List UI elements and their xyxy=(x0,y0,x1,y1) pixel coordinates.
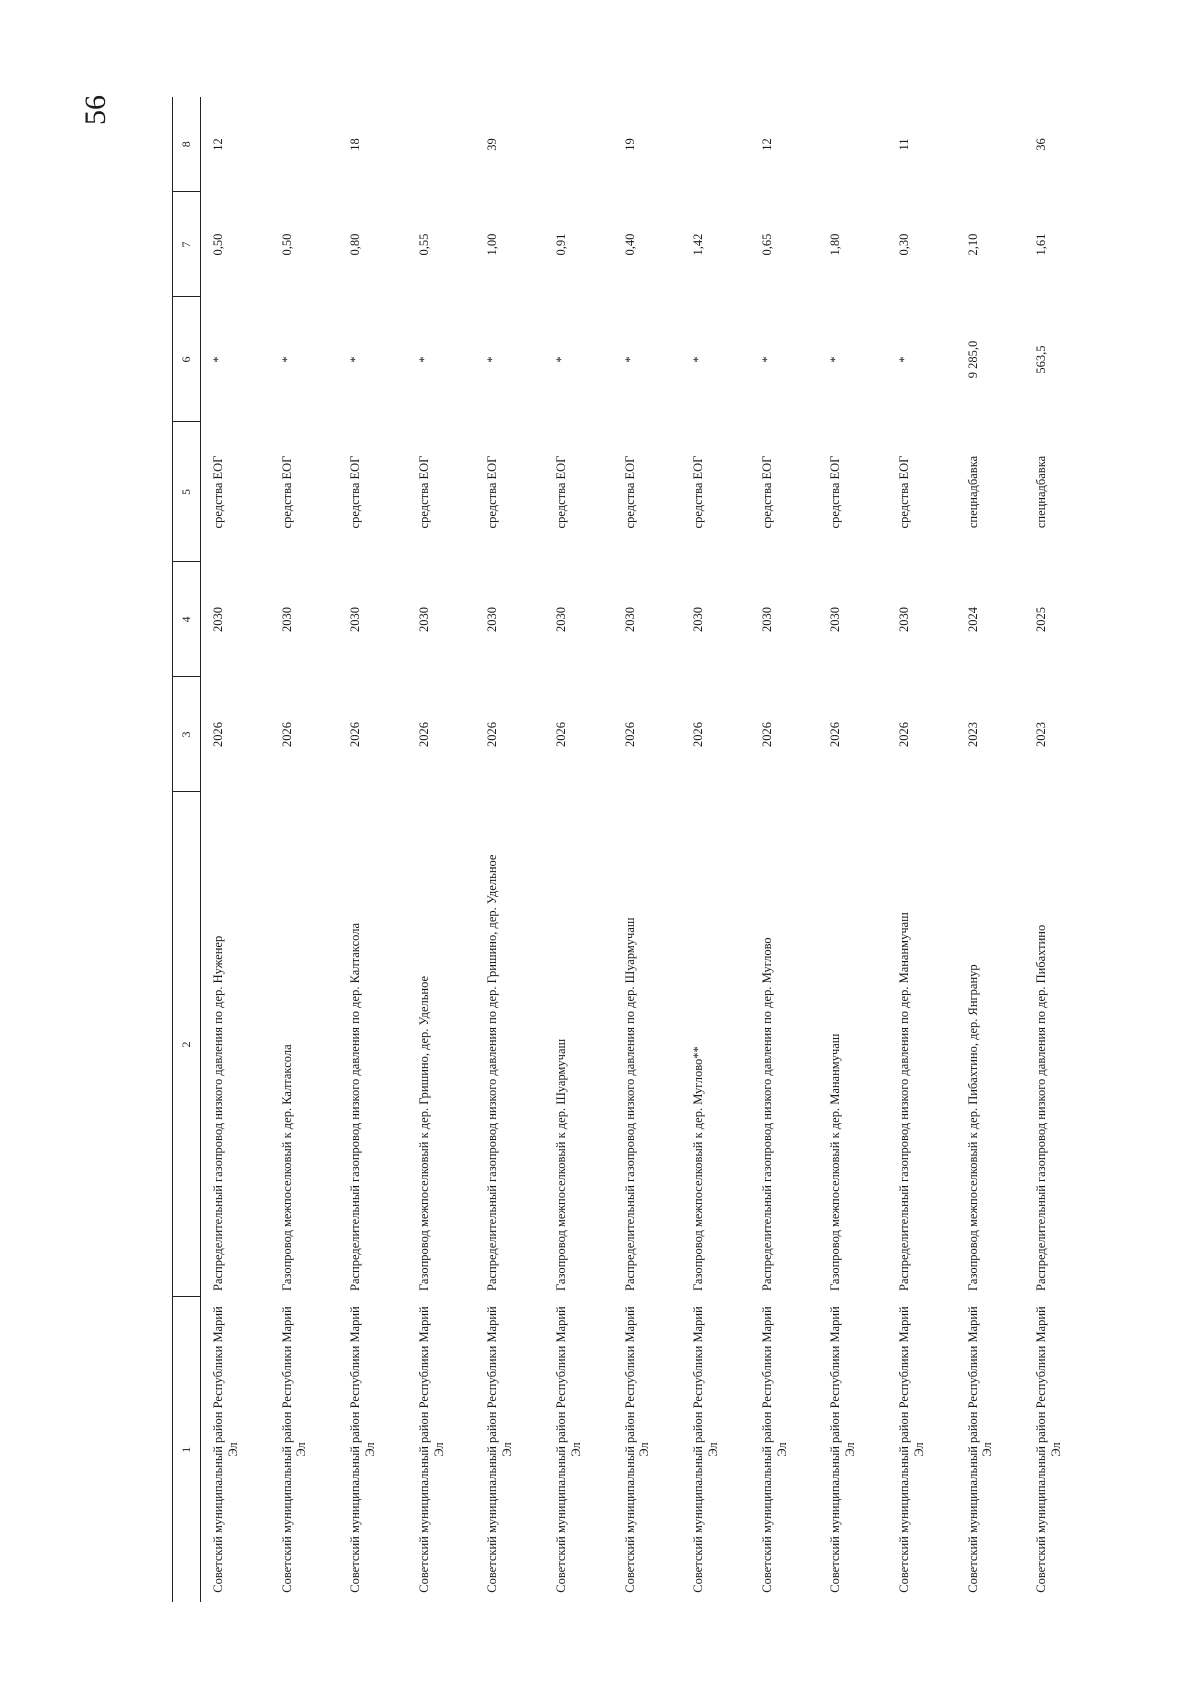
amount-cell: * xyxy=(279,356,294,363)
municipality-cell: Советский муниципальный район Республики Марий Эл xyxy=(965,1306,995,1593)
end-year-cell: 2030 xyxy=(211,607,225,632)
amount-cell: * xyxy=(691,356,706,363)
municipality-cell: Советский муниципальный район Республики Марий Эл xyxy=(691,1306,720,1593)
object-name-cell: Газопровод межпоселковый к дер. Шуармучаш xyxy=(553,1038,568,1291)
end-year-cell: 2030 xyxy=(828,607,843,632)
households-cell: 18 xyxy=(348,138,363,151)
length-cell: 0,80 xyxy=(348,233,363,256)
column-header: 6 xyxy=(173,297,201,422)
households-cell xyxy=(544,97,613,192)
column-header: 5 xyxy=(173,422,201,562)
table-body xyxy=(201,97,1093,1602)
table-sheet xyxy=(172,97,1063,1602)
end-year-cell: 2030 xyxy=(279,607,294,632)
table-row xyxy=(1024,97,1093,1602)
table-row xyxy=(750,97,819,1602)
amount-cell: * xyxy=(553,356,568,363)
municipality-cell: Советский муниципальный район Республики Марий Эл xyxy=(485,1306,515,1593)
funding-source-cell: спецнадбавка xyxy=(965,455,980,529)
start-year-cell: 2026 xyxy=(622,722,637,747)
municipality-cell: Советский муниципальный район Республики Марий Эл xyxy=(828,1306,858,1593)
length-cell: 0,40 xyxy=(622,233,637,256)
funding-source-cell: спецнадбавка xyxy=(1034,455,1049,529)
length-cell: 0,55 xyxy=(416,233,431,256)
column-header: 1 xyxy=(173,1297,201,1602)
households-cell: 12 xyxy=(759,138,774,151)
households-cell xyxy=(270,97,339,192)
start-year-cell: 2023 xyxy=(1034,722,1049,747)
start-year-cell: 2026 xyxy=(416,722,431,747)
amount-cell: * xyxy=(416,356,431,363)
page-number: 56 xyxy=(79,95,112,125)
table-row xyxy=(270,97,339,1602)
households-cell: 19 xyxy=(622,138,637,151)
gasification-table xyxy=(172,97,1093,1602)
municipality-cell: Советский муниципальный район Республики Марий Эл xyxy=(348,1306,377,1593)
municipality-cell: Советский муниципальный район Республики Марий Эл xyxy=(211,1306,240,1593)
end-year-cell: 2030 xyxy=(416,607,431,632)
amount-cell: 9 285,0 xyxy=(965,340,980,379)
table-row xyxy=(407,97,476,1602)
funding-source-cell: средства ЕОГ xyxy=(485,455,500,529)
object-name-cell: Распределительный газопровод низкого давления по дер. Шуармучаш xyxy=(622,917,637,1291)
funding-source-cell: средства ЕОГ xyxy=(759,455,774,529)
table-row xyxy=(887,97,956,1602)
amount-cell: 563,5 xyxy=(1034,345,1049,374)
length-cell: 0,30 xyxy=(896,233,911,256)
object-name-cell: Распределительный газопровод низкого давления по дер. Нуженер xyxy=(211,935,225,1291)
households-cell: 12 xyxy=(211,138,225,151)
funding-source-cell: средства ЕОГ xyxy=(691,455,706,529)
funding-source-cell: средства ЕОГ xyxy=(828,455,843,529)
funding-source-cell: средства ЕОГ xyxy=(211,455,225,529)
column-header: 4 xyxy=(173,562,201,677)
end-year-cell: 2030 xyxy=(553,607,568,632)
amount-cell: * xyxy=(485,356,500,363)
amount-cell: * xyxy=(828,356,843,363)
table-row xyxy=(681,97,750,1602)
start-year-cell: 2026 xyxy=(828,722,843,747)
start-year-cell: 2026 xyxy=(553,722,568,747)
amount-cell: * xyxy=(348,356,363,363)
object-name-cell: Распределительный газопровод низкого давления по дер. Пибахтино xyxy=(1034,924,1049,1291)
end-year-cell: 2030 xyxy=(759,607,774,632)
funding-source-cell: средства ЕОГ xyxy=(279,455,294,529)
length-cell: 0,50 xyxy=(279,233,294,256)
object-name-cell: Газопровод межпоселковый к дер. Пибахтино, дер. Янгранур xyxy=(965,964,980,1291)
municipality-cell: Советский муниципальный район Республики Марий Эл xyxy=(622,1306,652,1593)
start-year-cell: 2026 xyxy=(896,722,911,747)
table-row xyxy=(956,97,1025,1602)
end-year-cell: 2030 xyxy=(348,607,363,632)
start-year-cell: 2026 xyxy=(211,722,225,747)
object-name-cell: Распределительный газопровод низкого давления по дер. Калтаксола xyxy=(348,923,363,1291)
end-year-cell: 2030 xyxy=(896,607,911,632)
end-year-cell: 2025 xyxy=(1034,607,1049,632)
end-year-cell: 2030 xyxy=(485,607,500,632)
funding-source-cell: средства ЕОГ xyxy=(896,455,911,529)
households-cell xyxy=(818,97,887,192)
households-cell: 39 xyxy=(485,138,500,151)
table-row xyxy=(338,97,407,1602)
amount-cell: * xyxy=(211,356,225,363)
start-year-cell: 2026 xyxy=(691,722,706,747)
amount-cell: * xyxy=(759,356,774,363)
end-year-cell: 2030 xyxy=(622,607,637,632)
start-year-cell: 2023 xyxy=(965,722,980,747)
column-header: 3 xyxy=(173,677,201,792)
funding-source-cell: средства ЕОГ xyxy=(622,455,637,529)
start-year-cell: 2026 xyxy=(485,722,500,747)
municipality-cell: Советский муниципальный район Республики Марий Эл xyxy=(279,1306,309,1593)
households-cell xyxy=(681,97,750,192)
column-header: 2 xyxy=(173,792,201,1297)
municipality-cell: Советский муниципальный район Республики Марий Эл xyxy=(553,1306,583,1593)
start-year-cell: 2026 xyxy=(279,722,294,747)
column-header: 8 xyxy=(173,97,201,192)
object-name-cell: Газопровод межпоселковый к дер. Гришино, дер. Удельное xyxy=(416,975,431,1291)
object-name-cell: Газопровод межпоселковый к дер. Муглово** xyxy=(691,1046,706,1291)
table-header-row xyxy=(173,97,201,1602)
table-row xyxy=(475,97,544,1602)
object-name-cell: Газопровод межпоселковый к дер. Калтаксола xyxy=(279,1044,294,1291)
municipality-cell: Советский муниципальный район Республики Марий Эл xyxy=(1034,1306,1063,1593)
table-row xyxy=(201,97,270,1602)
table-row xyxy=(818,97,887,1602)
households-cell xyxy=(407,97,476,192)
length-cell: 0,50 xyxy=(211,233,225,256)
length-cell: 1,00 xyxy=(485,233,500,256)
object-name-cell: Распределительный газопровод низкого давления по дер. Мананмучаш xyxy=(896,912,911,1291)
households-cell: 36 xyxy=(1034,138,1049,151)
municipality-cell: Советский муниципальный район Республики Марий Эл xyxy=(416,1306,446,1593)
municipality-cell: Советский муниципальный район Республики Марий Эл xyxy=(759,1306,789,1593)
start-year-cell: 2026 xyxy=(759,722,774,747)
length-cell: 1,80 xyxy=(828,233,843,256)
object-name-cell: Распределительный газопровод низкого давления по дер. Гришино, дер. Удельное xyxy=(485,854,500,1291)
start-year-cell: 2026 xyxy=(348,722,363,747)
households-cell xyxy=(956,97,1025,192)
funding-source-cell: средства ЕОГ xyxy=(348,455,363,529)
object-name-cell: Распределительный газопровод низкого давления по дер. Муглово xyxy=(759,937,774,1291)
table-row xyxy=(613,97,682,1602)
end-year-cell: 2030 xyxy=(691,607,706,632)
table-row xyxy=(544,97,613,1602)
funding-source-cell: средства ЕОГ xyxy=(553,455,568,529)
length-cell: 1,61 xyxy=(1034,233,1049,256)
length-cell: 0,91 xyxy=(553,233,568,256)
households-cell: 11 xyxy=(896,138,911,151)
column-header: 7 xyxy=(173,192,201,297)
length-cell: 1,42 xyxy=(691,233,706,256)
length-cell: 2,10 xyxy=(965,233,980,256)
end-year-cell: 2024 xyxy=(965,607,980,632)
funding-source-cell: средства ЕОГ xyxy=(416,455,431,529)
municipality-cell: Советский муниципальный район Республики Марий Эл xyxy=(896,1306,926,1593)
object-name-cell: Газопровод межпоселковый к дер. Мананмучаш xyxy=(828,1033,843,1291)
length-cell: 0,65 xyxy=(759,233,774,256)
amount-cell: * xyxy=(896,356,911,363)
amount-cell: * xyxy=(622,356,637,363)
